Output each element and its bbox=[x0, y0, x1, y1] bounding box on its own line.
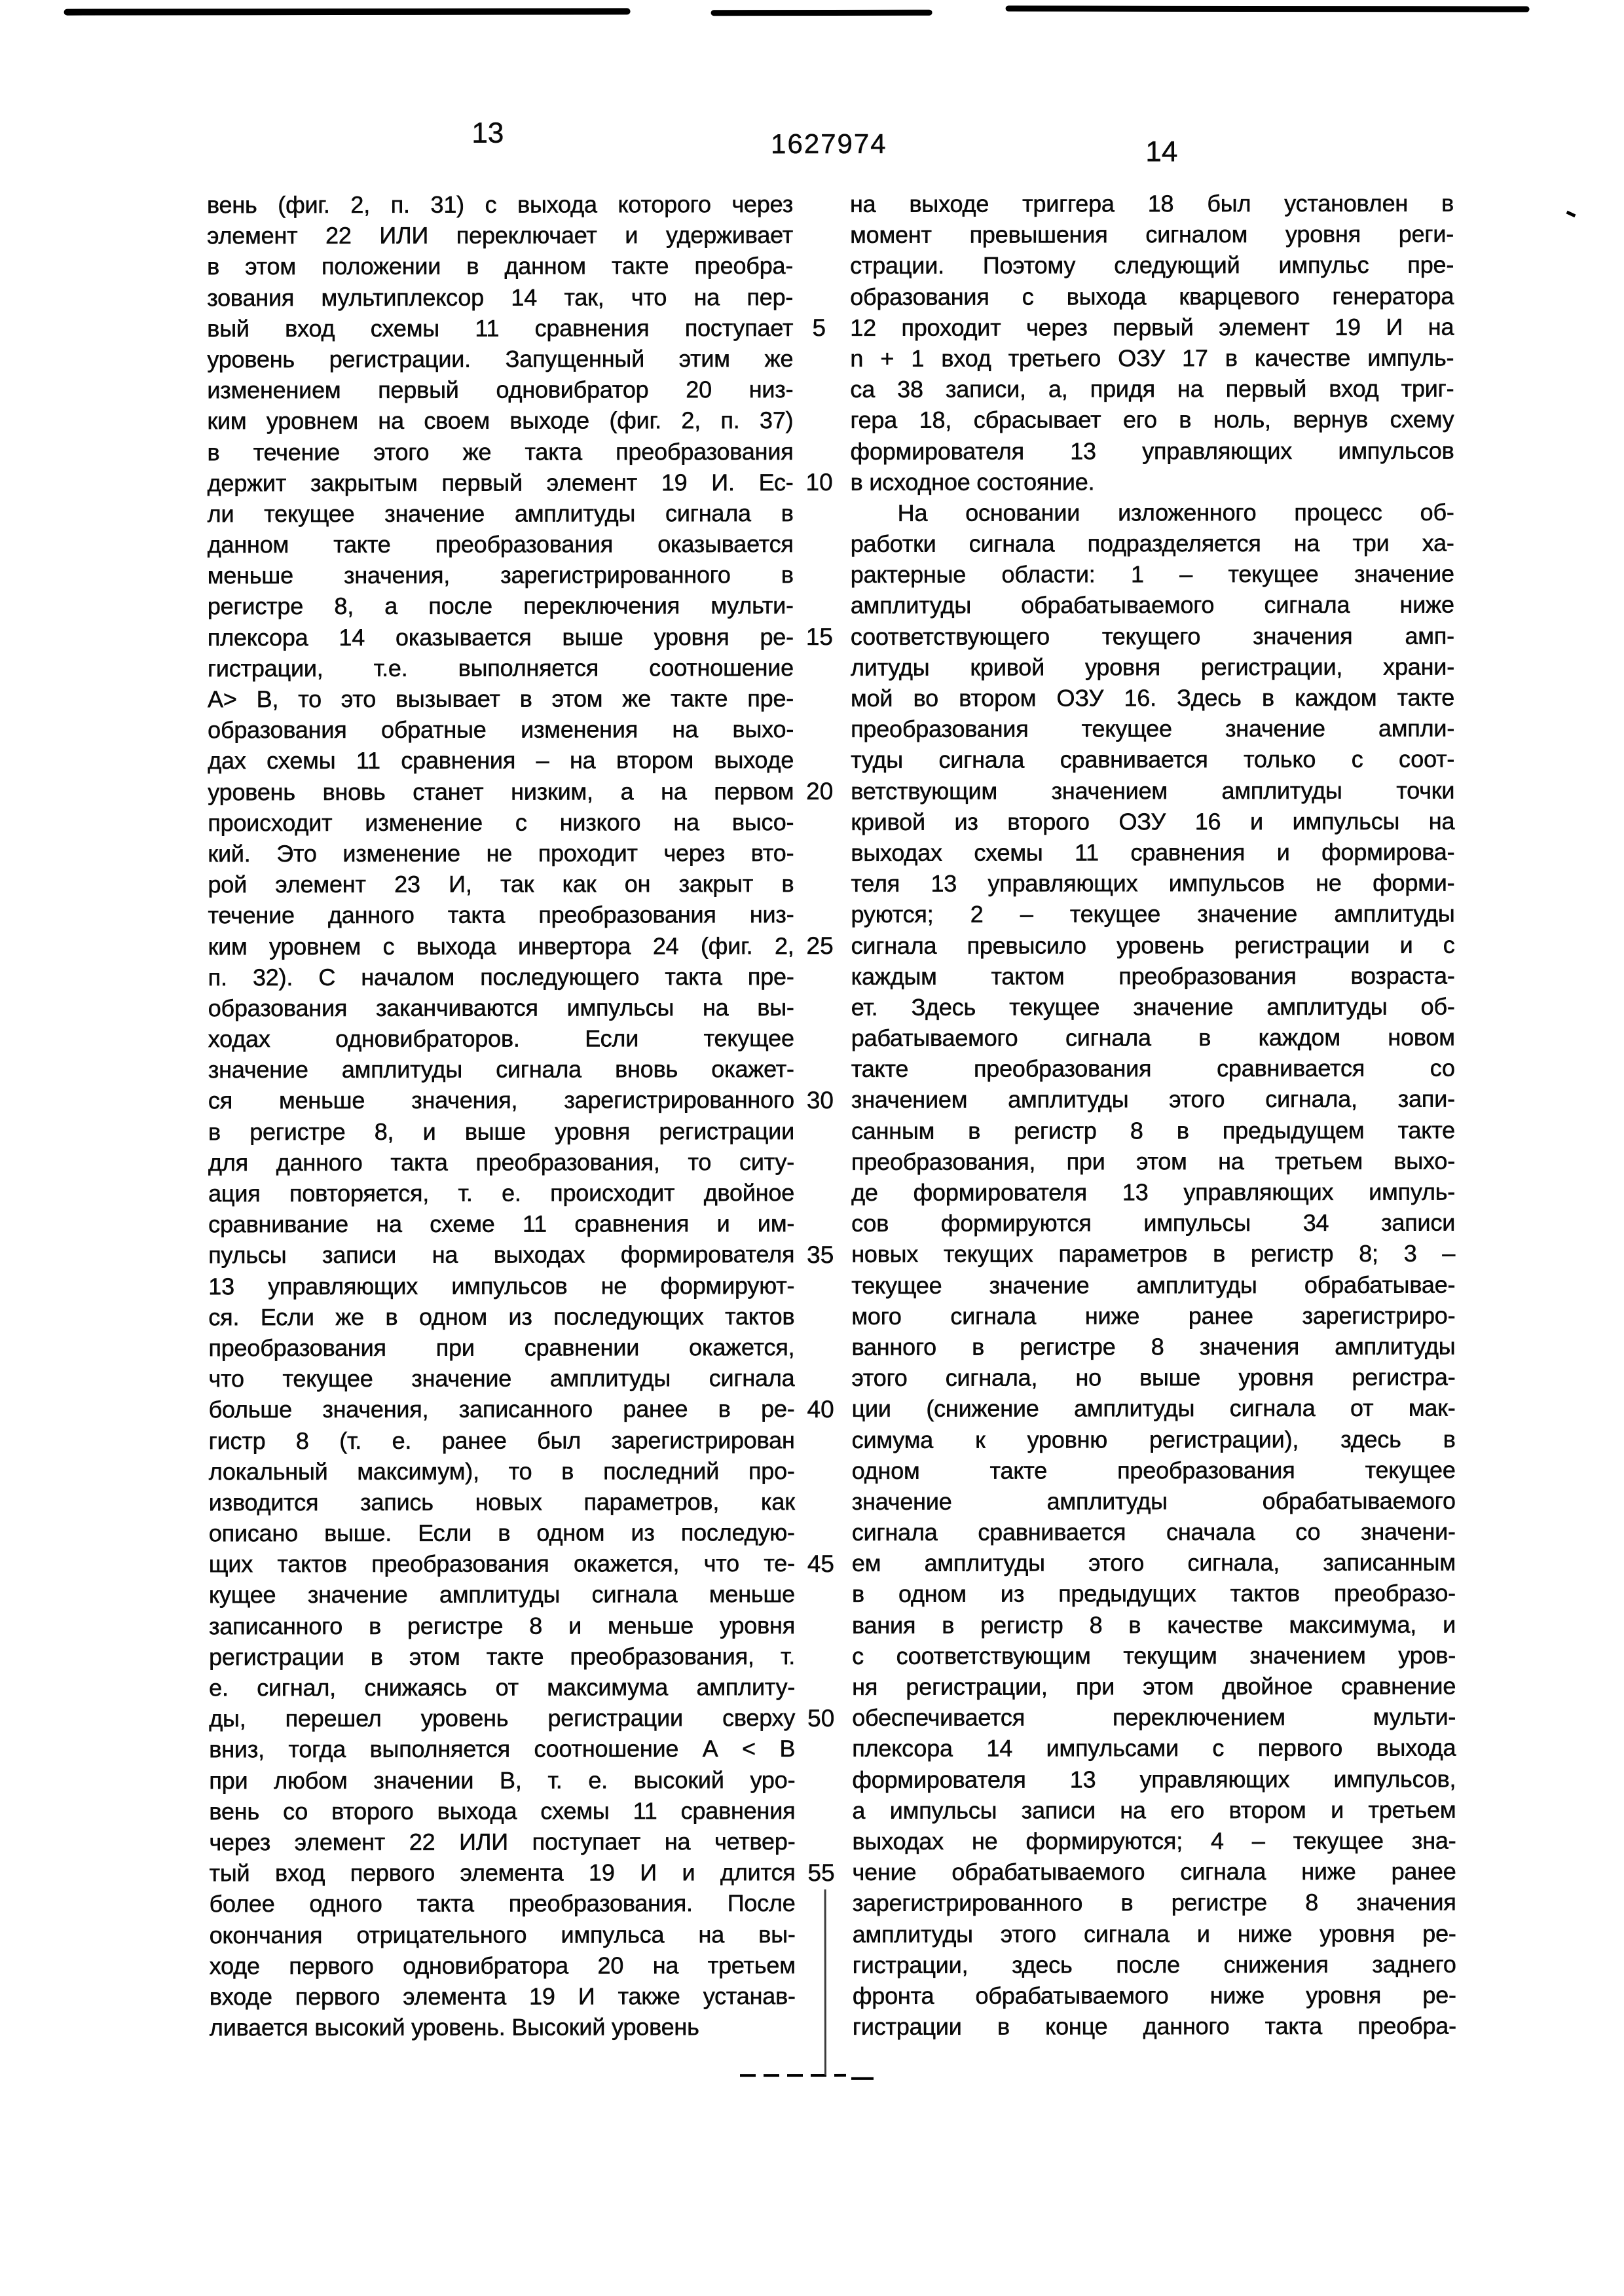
text-line: текущее значение амплитуды обрабатывае- bbox=[851, 1271, 1456, 1299]
text-line: записанного в регистре 8 и меньше уровня bbox=[208, 1611, 796, 1639]
text-line: данном такте преобразования оказывается bbox=[207, 530, 794, 558]
text-line: гера 18, сбрасывает его в ноль, вернув схему bbox=[850, 405, 1454, 434]
text-line: одном такте преобразования текущее bbox=[851, 1456, 1456, 1484]
text-line: мого сигнала ниже ранее зарегистриро- bbox=[851, 1302, 1456, 1330]
text-line: выходах схемы 11 сравнения и формирова- bbox=[851, 838, 1455, 866]
text-line: щих тактов преобразования окажется, что те- bbox=[208, 1550, 795, 1578]
text-line: изводится запись новых параметров, как bbox=[208, 1487, 795, 1516]
text-line: кущее значение амплитуды сигнала меньше bbox=[208, 1580, 795, 1609]
text-line: преобразования при сравнении окажется, bbox=[208, 1333, 795, 1362]
text-line: ли текущее значение амплитуды сигнала в bbox=[207, 499, 794, 528]
text-line: ды, перешел уровень регистрации сверху bbox=[209, 1704, 796, 1732]
text-line: руются; 2 – текущее значение амплитуды bbox=[851, 900, 1455, 928]
text-line: рактерные области: 1 – текущее значение bbox=[850, 560, 1454, 589]
text-line: вниз, тогда выполняется соотношение А < В bbox=[209, 1735, 796, 1763]
text-line: в этом положении в данном такте преобра- bbox=[207, 252, 794, 280]
text-line: амплитуды обрабатываемого сигнала ниже bbox=[850, 591, 1454, 619]
text-line: преобразования текущее значение ампли- bbox=[851, 714, 1455, 743]
text-line: мой во втором ОЗУ 16. Здесь в каждом такте bbox=[851, 683, 1455, 712]
text-line: 13 управляющих импульсов не формируют- bbox=[208, 1271, 795, 1300]
text-line: ем амплитуды этого сигнала, записанным bbox=[851, 1548, 1456, 1577]
gutter-line-numbers bbox=[794, 0, 847, 2296]
text-line: пульсы записи на выходах формирователя bbox=[208, 1241, 795, 1269]
text-line: в течение этого же такта преобразования bbox=[207, 437, 794, 465]
text-line: зования мультиплексор 14 так, что на пер- bbox=[207, 283, 794, 311]
text-line: течение данного такта преобразования низ- bbox=[208, 901, 794, 929]
line-number: 45 bbox=[807, 1550, 834, 1577]
line-number: 50 bbox=[807, 1704, 835, 1732]
text-line: образования обратные изменения на выхо- bbox=[208, 716, 794, 744]
text-line: регистре 8, а после переключения мульти- bbox=[207, 592, 794, 620]
text-line: амплитуды этого сигнала и ниже уровня ре- bbox=[852, 1920, 1456, 1948]
text-line: значением амплитуды этого сигнала, запи- bbox=[851, 1085, 1455, 1114]
text-line: ванного в регистре 8 значения амплитуды bbox=[851, 1332, 1456, 1360]
text-line: уровень регистрации. Запущенный этим же bbox=[207, 344, 794, 373]
line-number: 30 bbox=[806, 1086, 834, 1114]
text-line: 12 проходит через первый элемент 19 И на bbox=[850, 313, 1454, 341]
text-line: элемент 22 ИЛИ переключает и удерживает bbox=[207, 221, 794, 249]
text-line: зарегистрированного в регистре 8 значения bbox=[852, 1888, 1456, 1917]
text-line: рой элемент 23 И, так как он закрыт в bbox=[208, 870, 794, 898]
text-line: образования заканчиваются импульсы на вы- bbox=[208, 993, 794, 1022]
text-line: ня регистрации, при этом двойное сравнение bbox=[852, 1672, 1456, 1700]
text-line: рабатываемого сигнала в каждом новом bbox=[851, 1023, 1455, 1051]
text-line: держит закрытым первый элемент 19 И. Ес- bbox=[207, 468, 794, 496]
text-line: ходе первого одновибратора 20 на третьем bbox=[209, 1951, 796, 1979]
patent-number: 1627974 bbox=[771, 128, 887, 160]
text-line: ким уровнем с выхода инвертора 24 (фиг. 2, bbox=[208, 932, 794, 960]
text-line: меньше значения, зарегистрированного в bbox=[207, 561, 794, 589]
text-line: гистрации в конце данного такта преобра- bbox=[852, 2012, 1456, 2040]
bottom-dashed-rule bbox=[740, 2074, 846, 2077]
text-line: ся. Если же в одном из последующих тактов bbox=[208, 1302, 795, 1331]
text-line: n + 1 вход третьего ОЗУ 17 в качестве импуль- bbox=[850, 344, 1454, 372]
text-line: происходит изменение с низкого на высо- bbox=[208, 808, 794, 837]
text-line: этого сигнала, но выше уровня регистра- bbox=[851, 1363, 1456, 1392]
text-line: На основании изложенного процесс об- bbox=[897, 498, 1454, 526]
text-line: гистр 8 (т. е. ранее был зарегистрирован bbox=[208, 1426, 795, 1454]
scan-speck bbox=[1566, 211, 1576, 217]
text-line: кий. Это изменение не проходит через вто- bbox=[208, 839, 794, 867]
text-column-right bbox=[850, 188, 1456, 2043]
text-line: плексора 14 импульсами с первого выхода bbox=[852, 1734, 1456, 1762]
text-line: кривой из второго ОЗУ 16 и импульсы на bbox=[851, 807, 1455, 835]
text-line: ходах одновибраторов. Если текущее bbox=[208, 1025, 794, 1053]
text-line: такте преобразования сравнивается со bbox=[851, 1054, 1455, 1083]
text-line: е. сигнал, снижаясь от максимума амплиту- bbox=[209, 1673, 796, 1702]
text-line: входе первого элемента 19 И также устанав- bbox=[209, 1982, 796, 2011]
text-line: в регистре 8, и выше уровня регистрации bbox=[208, 1117, 794, 1145]
text-line: для данного такта преобразования, то ситу- bbox=[208, 1148, 795, 1176]
text-line: образования с выхода кварцевого генератора bbox=[850, 282, 1454, 310]
line-number: 55 bbox=[807, 1859, 835, 1886]
text-line: уровень вновь станет низким, а на первом bbox=[208, 777, 794, 805]
text-line: ливается высокий уровень. Высокий уровень bbox=[209, 2013, 699, 2041]
text-line: сравнивание на схеме 11 сравнения и им- bbox=[208, 1210, 795, 1238]
text-line: де формирователя 13 управляющих импуль- bbox=[851, 1178, 1456, 1206]
text-line: преобразования, при этом на третьем выхо- bbox=[851, 1147, 1456, 1175]
text-line: литуды кривой уровня регистрации, храни- bbox=[850, 653, 1455, 681]
text-line: симума к уровню регистрации), здесь в bbox=[851, 1425, 1456, 1453]
text-line: гистрации, здесь после снижения заднего bbox=[852, 1950, 1456, 1978]
text-line: чение обрабатываемого сигнала ниже ранее bbox=[852, 1857, 1456, 1886]
text-line: а импульсы записи на его втором и третьем bbox=[852, 1796, 1456, 1824]
text-line: ким уровнем на своем выходе (фиг. 2, п. 37) bbox=[207, 407, 794, 435]
text-line: туды сигнала сравнивается только с соот- bbox=[851, 746, 1455, 774]
text-line: момент превышения сигналом уровня реги- bbox=[850, 220, 1454, 249]
text-line: вень (фиг. 2, п. 31) с выхода которого через bbox=[206, 191, 794, 219]
bottom-dash-mark bbox=[851, 2077, 874, 2080]
text-line: более одного такта преобразования. После bbox=[209, 1889, 796, 1918]
text-line: теля 13 управляющих импульсов не форми- bbox=[851, 869, 1455, 898]
top-rule-right-segment bbox=[1006, 6, 1530, 12]
text-line: соответствующего текущего значения амп- bbox=[850, 622, 1454, 650]
text-line: са 38 записи, а, придя на первый вход триг- bbox=[850, 374, 1454, 403]
text-line: описано выше. Если в одном из последую- bbox=[208, 1519, 795, 1547]
text-line: в одном из предыдущих тактов преобразо- bbox=[851, 1580, 1456, 1608]
text-line: через элемент 22 ИЛИ поступает на четвер- bbox=[209, 1827, 796, 1856]
text-line: работки сигнала подразделяется на три ха- bbox=[850, 529, 1454, 557]
text-line: обеспечивается переключением мульти- bbox=[852, 1703, 1456, 1732]
text-line: локальный максимум), то в последний про- bbox=[208, 1457, 795, 1485]
text-line: окончания отрицательного импульса на вы- bbox=[209, 1920, 796, 1948]
text-column-left bbox=[207, 189, 796, 2043]
text-line: при любом значении В, т. е. высокий уро- bbox=[209, 1766, 796, 1794]
text-line: формирователя 13 управляющих импульсов, bbox=[852, 1765, 1456, 1793]
text-line: сигнала превысило уровень регистрации и с bbox=[851, 931, 1455, 959]
text-line: ся меньше значения, зарегистрированного bbox=[208, 1086, 794, 1114]
text-line: сов формируются импульсы 34 записи bbox=[851, 1209, 1456, 1237]
text-line: ация повторяется, т. е. происходит двойное bbox=[208, 1179, 795, 1207]
column-divider-segment bbox=[824, 1889, 826, 2075]
text-line: сигнала сравнивается сначала со значени- bbox=[851, 1518, 1456, 1546]
text-line: фронта обрабатываемого ниже уровня ре- bbox=[852, 1981, 1456, 2009]
text-line: дах схемы 11 сравнения – на втором выходе bbox=[208, 746, 794, 774]
text-line: вень со второго выхода схемы 11 сравнения bbox=[209, 1796, 796, 1825]
text-line: вый вход схемы 11 сравнения поступает bbox=[207, 314, 794, 342]
text-line: значение амплитуды сигнала вновь окажет- bbox=[208, 1055, 794, 1084]
page-number-left: 13 bbox=[471, 117, 504, 149]
text-line: ет. Здесь текущее значение амплитуды об- bbox=[851, 993, 1455, 1021]
text-line: новых текущих параметров в регистр 8; 3 – bbox=[851, 1240, 1456, 1268]
text-line: на выходе триггера 18 был установлен в bbox=[849, 189, 1454, 217]
text-line: гистрации, т.е. выполняется соотношение bbox=[207, 653, 794, 682]
text-line: плексора 14 оказывается выше уровня ре- bbox=[207, 623, 794, 651]
line-number: 5 bbox=[812, 314, 826, 341]
text-line: с соответствующим текущим значением уров- bbox=[852, 1641, 1456, 1669]
line-number: 40 bbox=[807, 1395, 834, 1423]
text-line: санным в регистр 8 в предыдущем такте bbox=[851, 1116, 1455, 1144]
text-line: что текущее значение амплитуды сигнала bbox=[208, 1364, 795, 1393]
text-line: формирователя 13 управляющих импульсов bbox=[850, 437, 1454, 465]
line-number: 35 bbox=[807, 1241, 834, 1268]
text-line: ветствующим значением амплитуды точки bbox=[851, 776, 1455, 805]
text-line: значение амплитуды обрабатываемого bbox=[851, 1487, 1456, 1515]
top-rule-left-segment bbox=[64, 8, 631, 15]
text-line: вания в регистр 8 в качестве максимума, и bbox=[851, 1611, 1456, 1639]
text-line: больше значения, записанного ранее в ре- bbox=[208, 1395, 795, 1423]
text-line: А> В, то это вызывает в этом же такте пре- bbox=[208, 685, 794, 713]
text-line: выходах не формируются; 4 – текущее зна- bbox=[852, 1827, 1456, 1855]
line-number: 25 bbox=[806, 932, 834, 959]
page-number-right: 14 bbox=[1145, 136, 1178, 168]
text-line: изменением первый одновибратор 20 низ- bbox=[207, 376, 794, 404]
line-number: 10 bbox=[805, 468, 833, 496]
text-line: каждым тактом преобразования возраста- bbox=[851, 962, 1455, 990]
text-line: п. 32). С началом последующего такта пре- bbox=[208, 962, 794, 991]
text-line: страции. Поэтому следующий импульс пре- bbox=[850, 251, 1454, 280]
text-line: тый вход первого элемента 19 И и длится bbox=[209, 1859, 796, 1887]
text-line: ции (снижение амплитуды сигнала от мак- bbox=[851, 1394, 1456, 1423]
text-line: регистрации в этом такте преобразования, т. bbox=[209, 1642, 796, 1671]
text-line: в исходное состояние. bbox=[850, 468, 1095, 496]
line-number: 20 bbox=[806, 777, 834, 805]
line-number: 15 bbox=[805, 623, 834, 650]
